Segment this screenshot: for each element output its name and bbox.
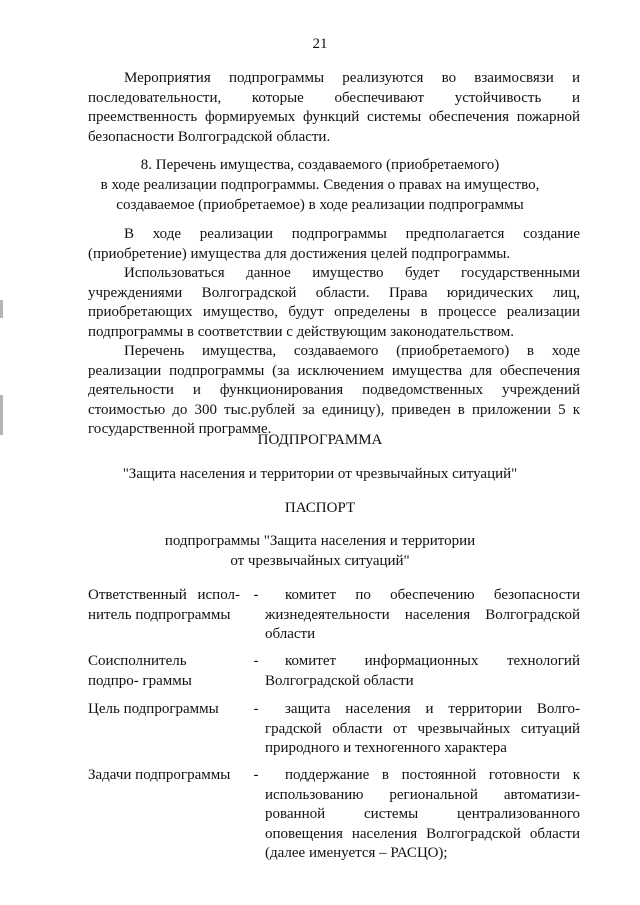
intro-paragraph: Мероприятия подпрограммы реализуются во взаимосвязи и последовательности, которые обеспечивают устойчивость и преемственность формируемых функций системы обеспечения пожарной безопасности Волгоградской области. <box>88 70 580 145</box>
passport-row-label: Ответственный испол- нитель подпрограммы <box>88 587 240 623</box>
passport-row-label: Задачи подпрограммы <box>88 767 231 783</box>
page-number: 21 <box>312 36 328 52</box>
passport-subtitle-line: от чрезвычайных ситуаций" <box>230 553 410 569</box>
section-8-heading-line: в ходе реализации подпрограммы. Сведения о правах на имущество, <box>100 177 540 193</box>
section-8-heading-line: создаваемое (приобретаемое) в ходе реализации подпрограммы <box>116 197 524 213</box>
passport-subtitle-line: подпрограммы "Защита населения и территории <box>164 533 476 549</box>
subprogram-heading: ПОДПРОГРАММА <box>257 432 383 448</box>
passport-row-label: Цель подпрограммы <box>88 701 219 717</box>
section-8-heading <box>60 155 580 215</box>
section-8-paragraph: Перечень имущества, создаваемого (приобретаемого) в ходе реализации подпрограммы (за исключением имущества для обеспечения деятельности и функционирования подведомственных учреждений стоимостью до 300 тыс.рублей за единицу), приведен в приложении 5 к государственной программе. <box>88 343 580 437</box>
section-8-heading-line: 8. Перечень имущества, создаваемого (приобретаемого) <box>140 157 500 173</box>
passport-row-value: комитет информационных технологий Волгоградской области <box>265 653 580 689</box>
passport-heading: ПАСПОРТ <box>284 500 356 516</box>
passport-row-dash: - <box>253 767 259 783</box>
passport-row-label: Соисполнитель подпро- граммы <box>88 653 192 689</box>
passport-row-dash: - <box>253 701 259 717</box>
subprogram-name: "Защита населения и территории от чрезвычайных ситуаций" <box>122 466 518 482</box>
section-8-body <box>88 225 580 440</box>
passport-row-value: комитет по обеспечению безопасности жизнедеятельности населения Волгоградской области <box>265 587 580 642</box>
section-8-paragraph: В ходе реализации подпрограммы предполагается создание (приобретение) имущества для достижения целей подпрограммы. <box>88 226 580 262</box>
passport-row-dash: - <box>253 653 259 669</box>
section-8-paragraph: Использоваться данное имущество будет государственными учреждениями Волгоградской области. Права юридических лиц, приобретающих имущество, будут определены в процессе реализации подпрограммы в соответствии с действующим законодательством. <box>88 265 580 340</box>
scan-edge-mark <box>0 300 3 318</box>
passport-row-dash: - <box>253 587 259 603</box>
passport-row-value: защита населения и территории Волго- градской области от чрезвычайных ситуаций природного и техногенного характера <box>265 701 580 756</box>
passport-row-value: поддержание в постоянной готовности к использованию региональной автоматизи- рованной системы централизованного оповещения населения Волгоградской области (далее именуется – РАСЦО); <box>265 767 580 861</box>
scan-edge-mark <box>0 395 3 435</box>
passport-subtitle <box>60 531 580 571</box>
